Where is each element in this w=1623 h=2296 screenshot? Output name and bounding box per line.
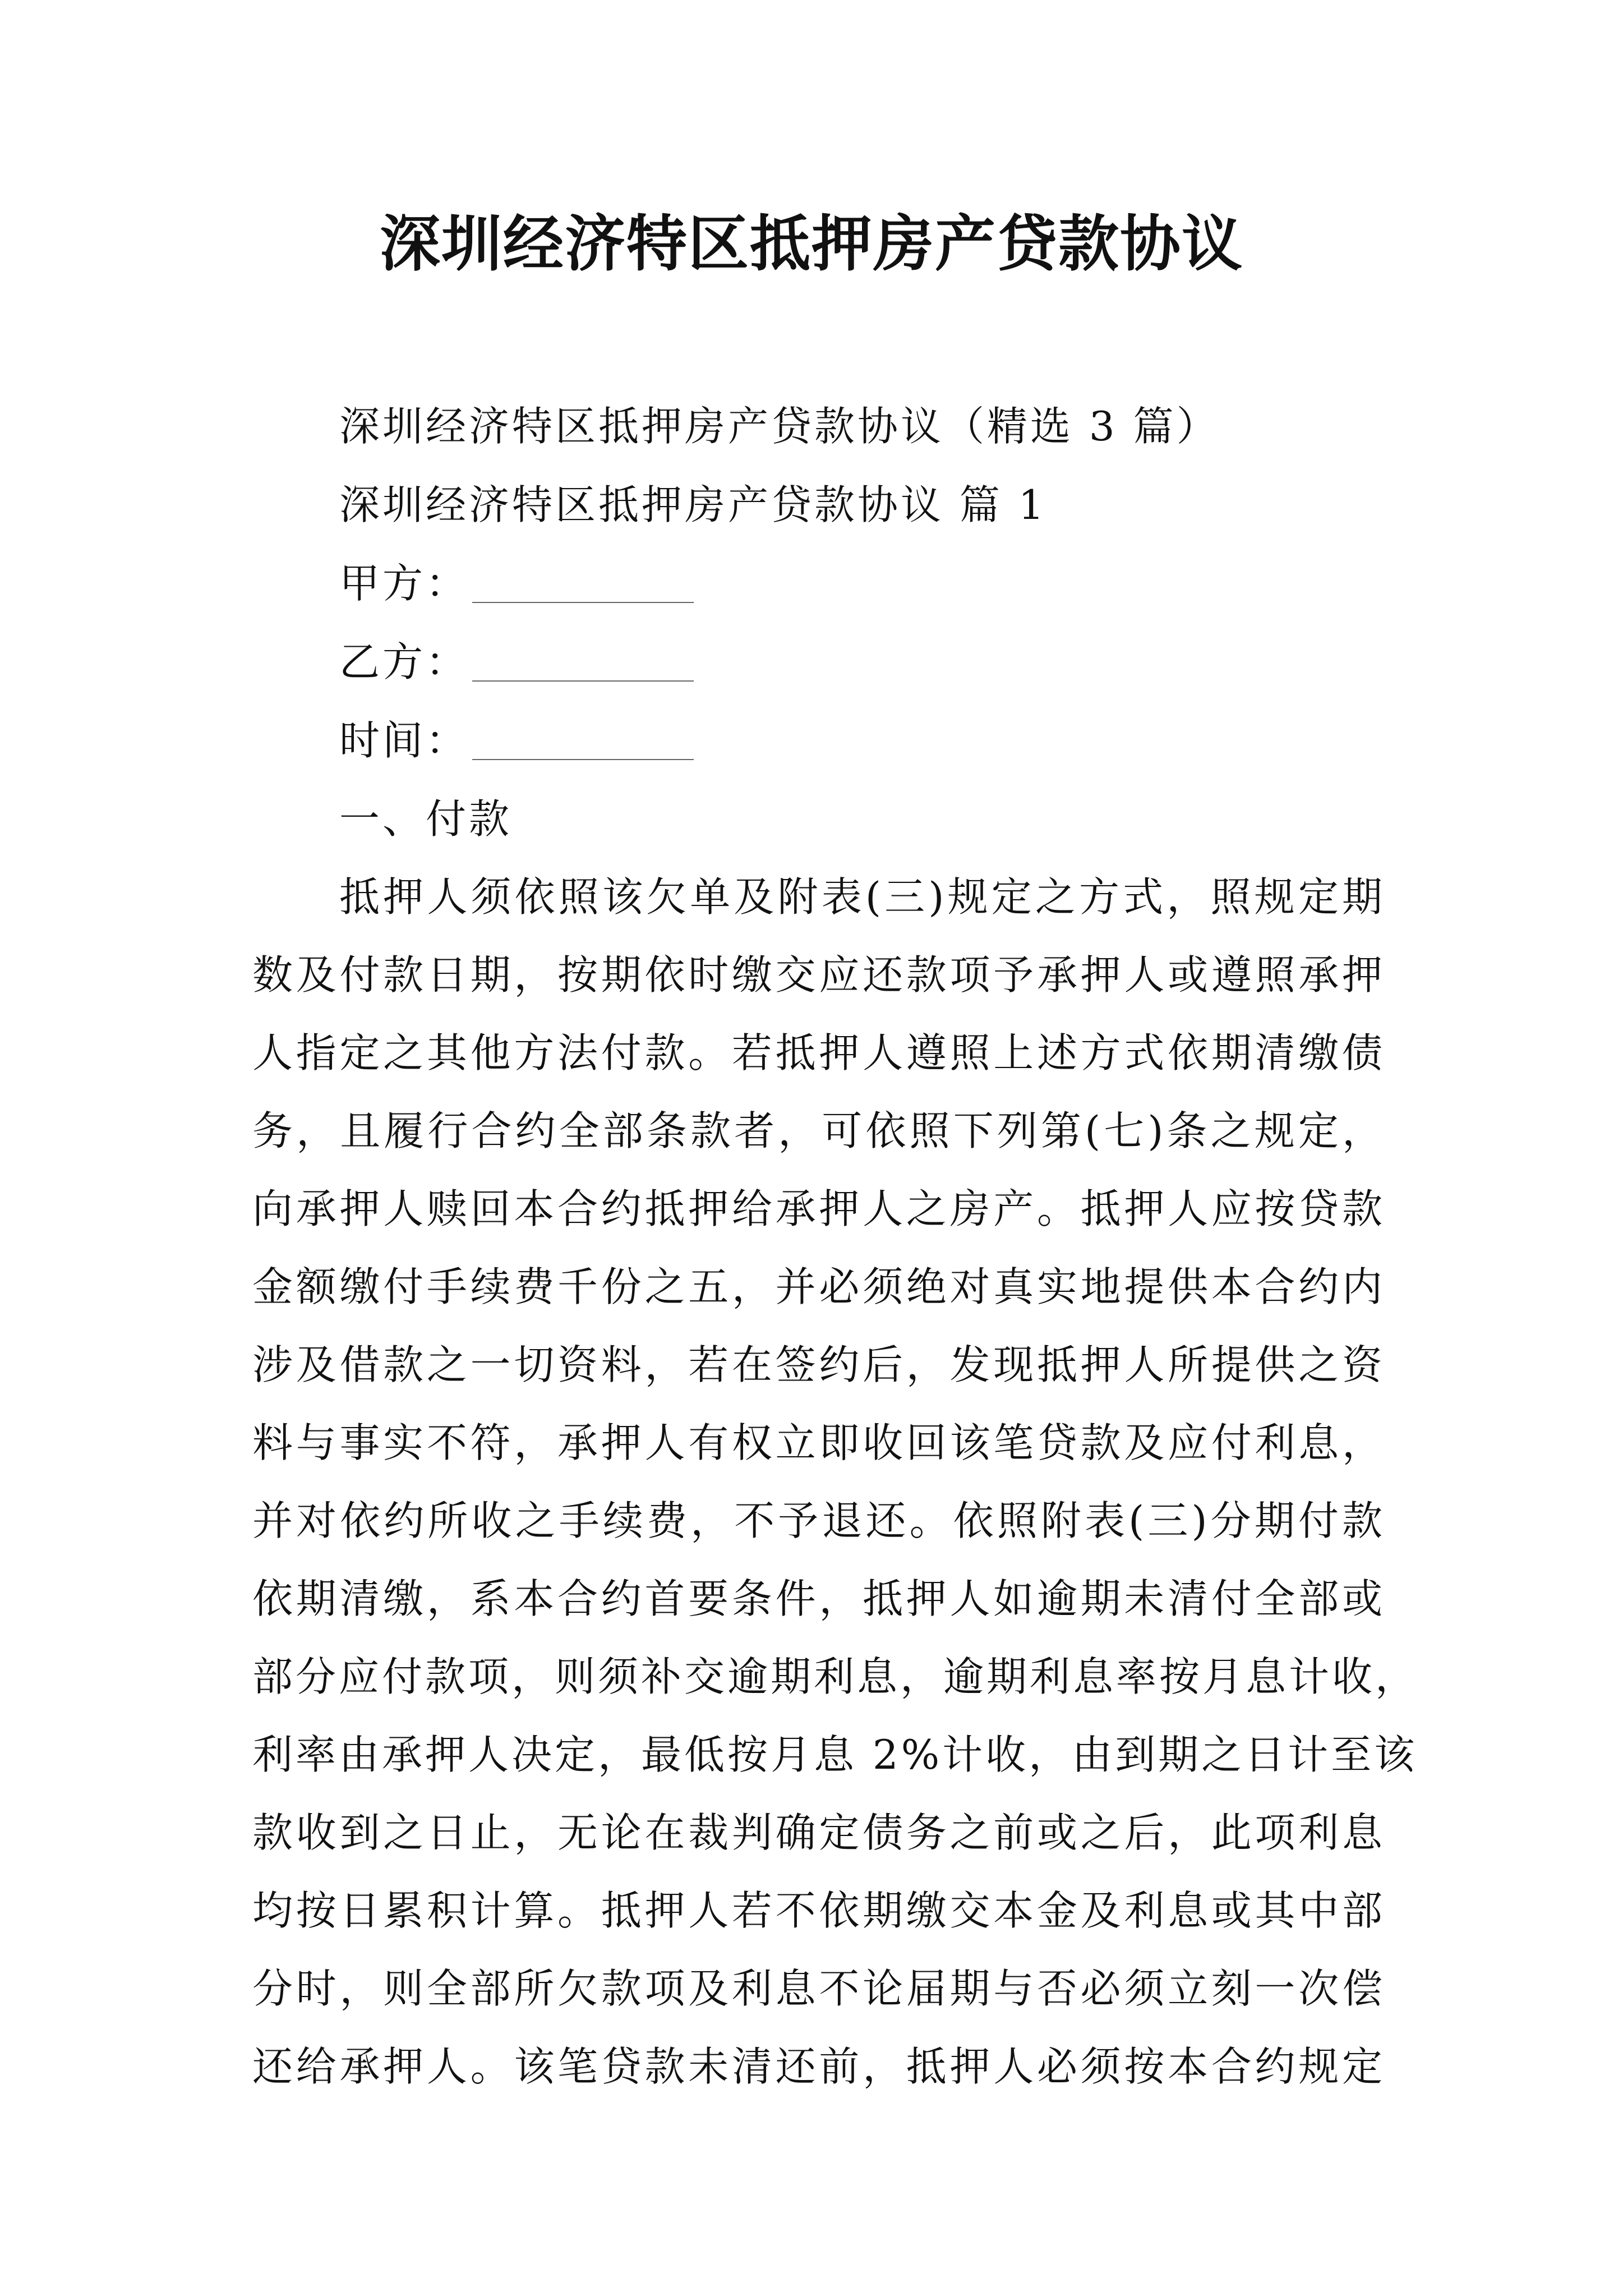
date-blank <box>472 703 694 760</box>
date-field <box>252 701 1385 780</box>
paragraph-line: 料与事实不符，承押人有权立即收回该笔贷款及应付利息， <box>252 1419 1385 1466</box>
party-a-field <box>252 544 1385 623</box>
party-b-label: 乙方： <box>339 638 469 685</box>
paragraph-line: 向承押人赎回本合约抵押给承押人之房产。抵押人应按贷款 <box>252 1185 1385 1232</box>
party-a-label: 甲方： <box>339 560 469 607</box>
paragraph-line: 均按日累积计算。抵押人若不依期缴交本金及利息或其中部 <box>252 1887 1385 1934</box>
party-a-blank <box>472 546 694 603</box>
paragraph-line: 款收到之日止，无论在裁判确定债务之前或之后，此项利息 <box>252 1809 1385 1856</box>
paragraph-line: 并对依约所收之手续费，不予退还。依照附表(三)分期付款 <box>252 1497 1385 1544</box>
party-b-blank <box>472 624 694 682</box>
paragraph-line: 部分应付款项，则须补交逾期利息，逾期利息率按月息计收， <box>252 1653 1419 1700</box>
paragraph-line: 务，且履行合约全部条款者，可依照下列第(七)条之规定， <box>252 1107 1385 1154</box>
document-subtitle: 深圳经济特区抵押房产贷款协议（精选 3 篇） <box>339 403 1220 450</box>
paragraph-line: 利率由承押人决定，最低按月息 2%计收，由到期之日计至该 <box>252 1731 1418 1778</box>
paragraph-line: 人指定之其他方法付款。若抵押人遵照上述方式依期清缴债 <box>252 1029 1385 1076</box>
paragraph-line: 涉及借款之一切资料，若在签约后，发现抵押人所提供之资 <box>252 1341 1385 1388</box>
party-b-field <box>252 623 1385 701</box>
section-heading-payment: 一、付款 <box>339 795 513 843</box>
payment-paragraph <box>252 858 1419 2106</box>
date-label: 时间： <box>339 717 469 764</box>
paragraph-line: 依期清缴，系本合约首要条件，抵押人如逾期未清付全部或 <box>252 1575 1385 1622</box>
document-title: 深圳经济特区抵押房产贷款协议 <box>379 209 1243 279</box>
document-body <box>252 387 1419 2106</box>
paragraph-line: 抵押人须依照该欠单及附表(三)规定之方式，照规定期 <box>339 873 1385 921</box>
paragraph-line: 分时，则全部所欠款项及利息不论届期与否必须立刻一次偿 <box>252 1965 1385 2012</box>
part-heading: 深圳经济特区抵押房产贷款协议 篇 1 <box>339 481 1047 528</box>
paragraph-line: 还给承押人。该笔贷款未清还前，抵押人必须按本合约规定 <box>252 2043 1385 2090</box>
paragraph-line: 数及付款日期，按期依时缴交应还款项予承押人或遵照承押 <box>252 951 1385 999</box>
paragraph-line: 金额缴付手续费千份之五，并必须绝对真实地提供本合约内 <box>252 1263 1385 1310</box>
